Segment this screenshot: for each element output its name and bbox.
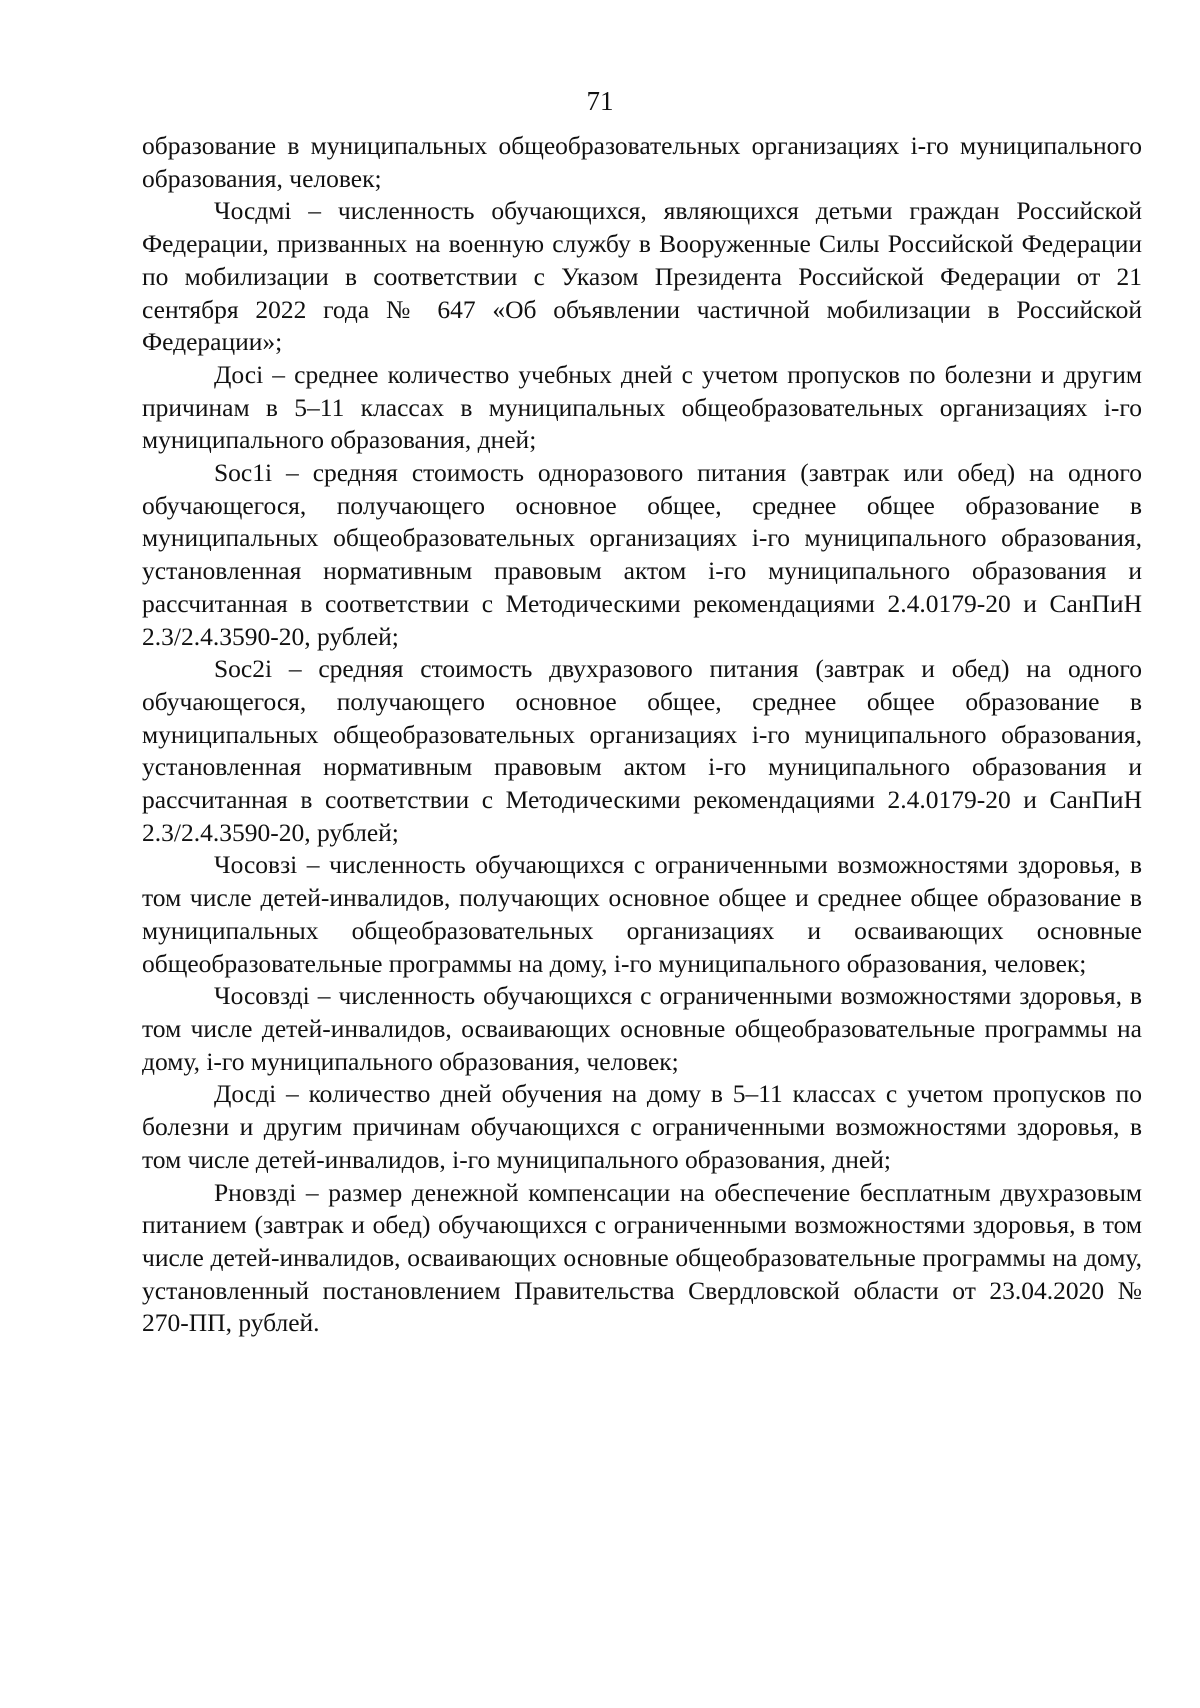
paragraph-chosovzd-definition: Чосовздi – численность обучающихся с ограниченными возможностями здоровья, в том числе детей-инвалидов, осваивающих основные общеобразовательные программы на дому, i-го муниципального образования, человек; bbox=[142, 981, 1142, 1076]
paragraph-soc1-definition: Soc1i – средняя стоимость одноразового питания (завтрак или обед) на одного обучающегося, получающего основное общее, среднее общее образование в муниципальных общеобразовательных организациях i-го муниципального образования, установленная нормативным правовым актом i-го муниципального образования и рассчитанная в соответствии с Методическими рекомендациями 2.4.0179-20 и СанПиН 2.3/2.4.3590-20, рублей; bbox=[142, 458, 1142, 651]
page-number: 71 bbox=[586, 86, 614, 116]
paragraph-rnovzd-definition: Рновздi – размер денежной компенсации на обеспечение бесплатным двухразовым питанием (завтрак и обед) обучающихся с ограниченными возможностями здоровья, в том числе детей-инвалидов, осваивающих основные общеобразовательные программы на дому, установленный постановлением Правительства Свердловской области от 23.04.2020 № 270-ПП, рублей. bbox=[142, 1177, 1142, 1338]
paragraph-dos-definition: Досi – среднее количество учебных дней с учетом пропусков по болезни и другим причинам в 5–11 классах в муниципальных общеобразовательных организациях i-го муниципального образования, дней; bbox=[142, 359, 1142, 455]
paragraph-dosd-definition: Досдi – количество дней обучения на дому в 5–11 классах с учетом пропусков по болезни и другим причинам обучающихся с ограниченными возможностями здоровья, в том числе детей-инвалидов, i-го муниципального образования, дней; bbox=[142, 1079, 1142, 1174]
paragraph-soc2-definition: Soc2i – средняя стоимость двухразового питания (завтрак и обед) на одного обучающегося, получающего основное общее, среднее общее образование в муниципальных общеобразовательных организациях i-го муниципального образования, установленная нормативным правовым актом i-го муниципального образования и рассчитанная в соответствии с Методическими рекомендациями 2.4.0179-20 и СанПиН 2.3/2.4.3590-20, рублей; bbox=[142, 654, 1142, 847]
paragraph-chosovz-definition: Чосовзi – численность обучающихся с ограниченными возможностями здоровья, в том числе детей-инвалидов, получающих основное общее и среднее общее образование в муниципальных общеобразовательных организациях и осваивающих основные общеобразовательные программы на дому, i-го муниципального образования, человек; bbox=[142, 850, 1142, 978]
paragraph-chosdm-definition: Чосдмi – численность обучающихся, являющихся детьми граждан Российской Федерации, призванных на военную службу в Вооруженные Силы Российской Федерации по мобилизации в соответствии с Указом Президента Российской Федерации от 21 сентября 2022 года № 647 «Об объявлении частичной мобилизации в Российской Федерации»; bbox=[142, 196, 1142, 357]
document-body bbox=[142, 130, 1142, 1340]
paragraph-continuation: образование в муниципальных общеобразовательных организациях i-го муниципального образования, человек; bbox=[142, 131, 1142, 193]
